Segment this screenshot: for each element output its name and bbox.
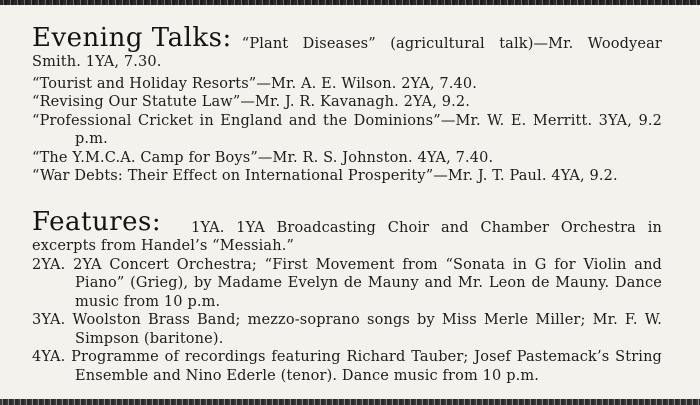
bottom-border-rule	[0, 399, 700, 405]
feature-item: 2YA. 2YA Concert Orchestra; “First Movement from “Sonata in G for Violin and Piano” (Grieg), by Madame Evelyn de Mauny and Mr. Leon de Mauny. Dance music from 10 p.m.	[32, 256, 662, 310]
talk-item: “Professional Cricket in England and the Dominions”—Mr. W. E. Merritt. 3YA, 9.2 p.m.	[32, 112, 662, 147]
talk-item: “The Y.M.C.A. Camp for Boys”—Mr. R. S. Johnston. 4YA, 7.40.	[32, 149, 494, 166]
features-heading: Features:	[32, 207, 162, 237]
feature-item: 1YA. 1YA Broadcasting Choir and Chamber Orchestra in excerpts from Handel’s “Messiah.”	[32, 219, 662, 254]
feature-item: 4YA. Programme of recordings featuring Richard Tauber; Josef Pastemack’s String Ensemble and Nino Ederle (tenor). Dance music from 10 p.m.	[32, 349, 662, 384]
talk-item: “Plant Diseases” (agricultural talk)—Mr. Woodyear Smith. 1YA, 7.30.	[32, 35, 662, 70]
talk-item: “War Debts: Their Effect on International Prosperity”—Mr. J. T. Paul. 4YA, 9.2.	[32, 168, 618, 184]
feature-item: 3YA. Woolston Brass Band; mezzo-soprano songs by Miss Merle Miller; Mr. F. W. Simpson (baritone).	[32, 312, 662, 347]
features-section	[32, 204, 662, 385]
talk-item: “Revising Our Statute Law”—Mr. J. R. Kavanagh. 2YA, 9.2.	[32, 94, 471, 110]
evening-talks-heading: Evening Talks:	[32, 23, 232, 53]
talk-item: “Tourist and Holiday Resorts”—Mr. A. E. Wilson. 2YA, 7.40.	[32, 75, 478, 92]
evening-talks-section	[32, 20, 662, 186]
top-border-rule	[0, 0, 700, 5]
